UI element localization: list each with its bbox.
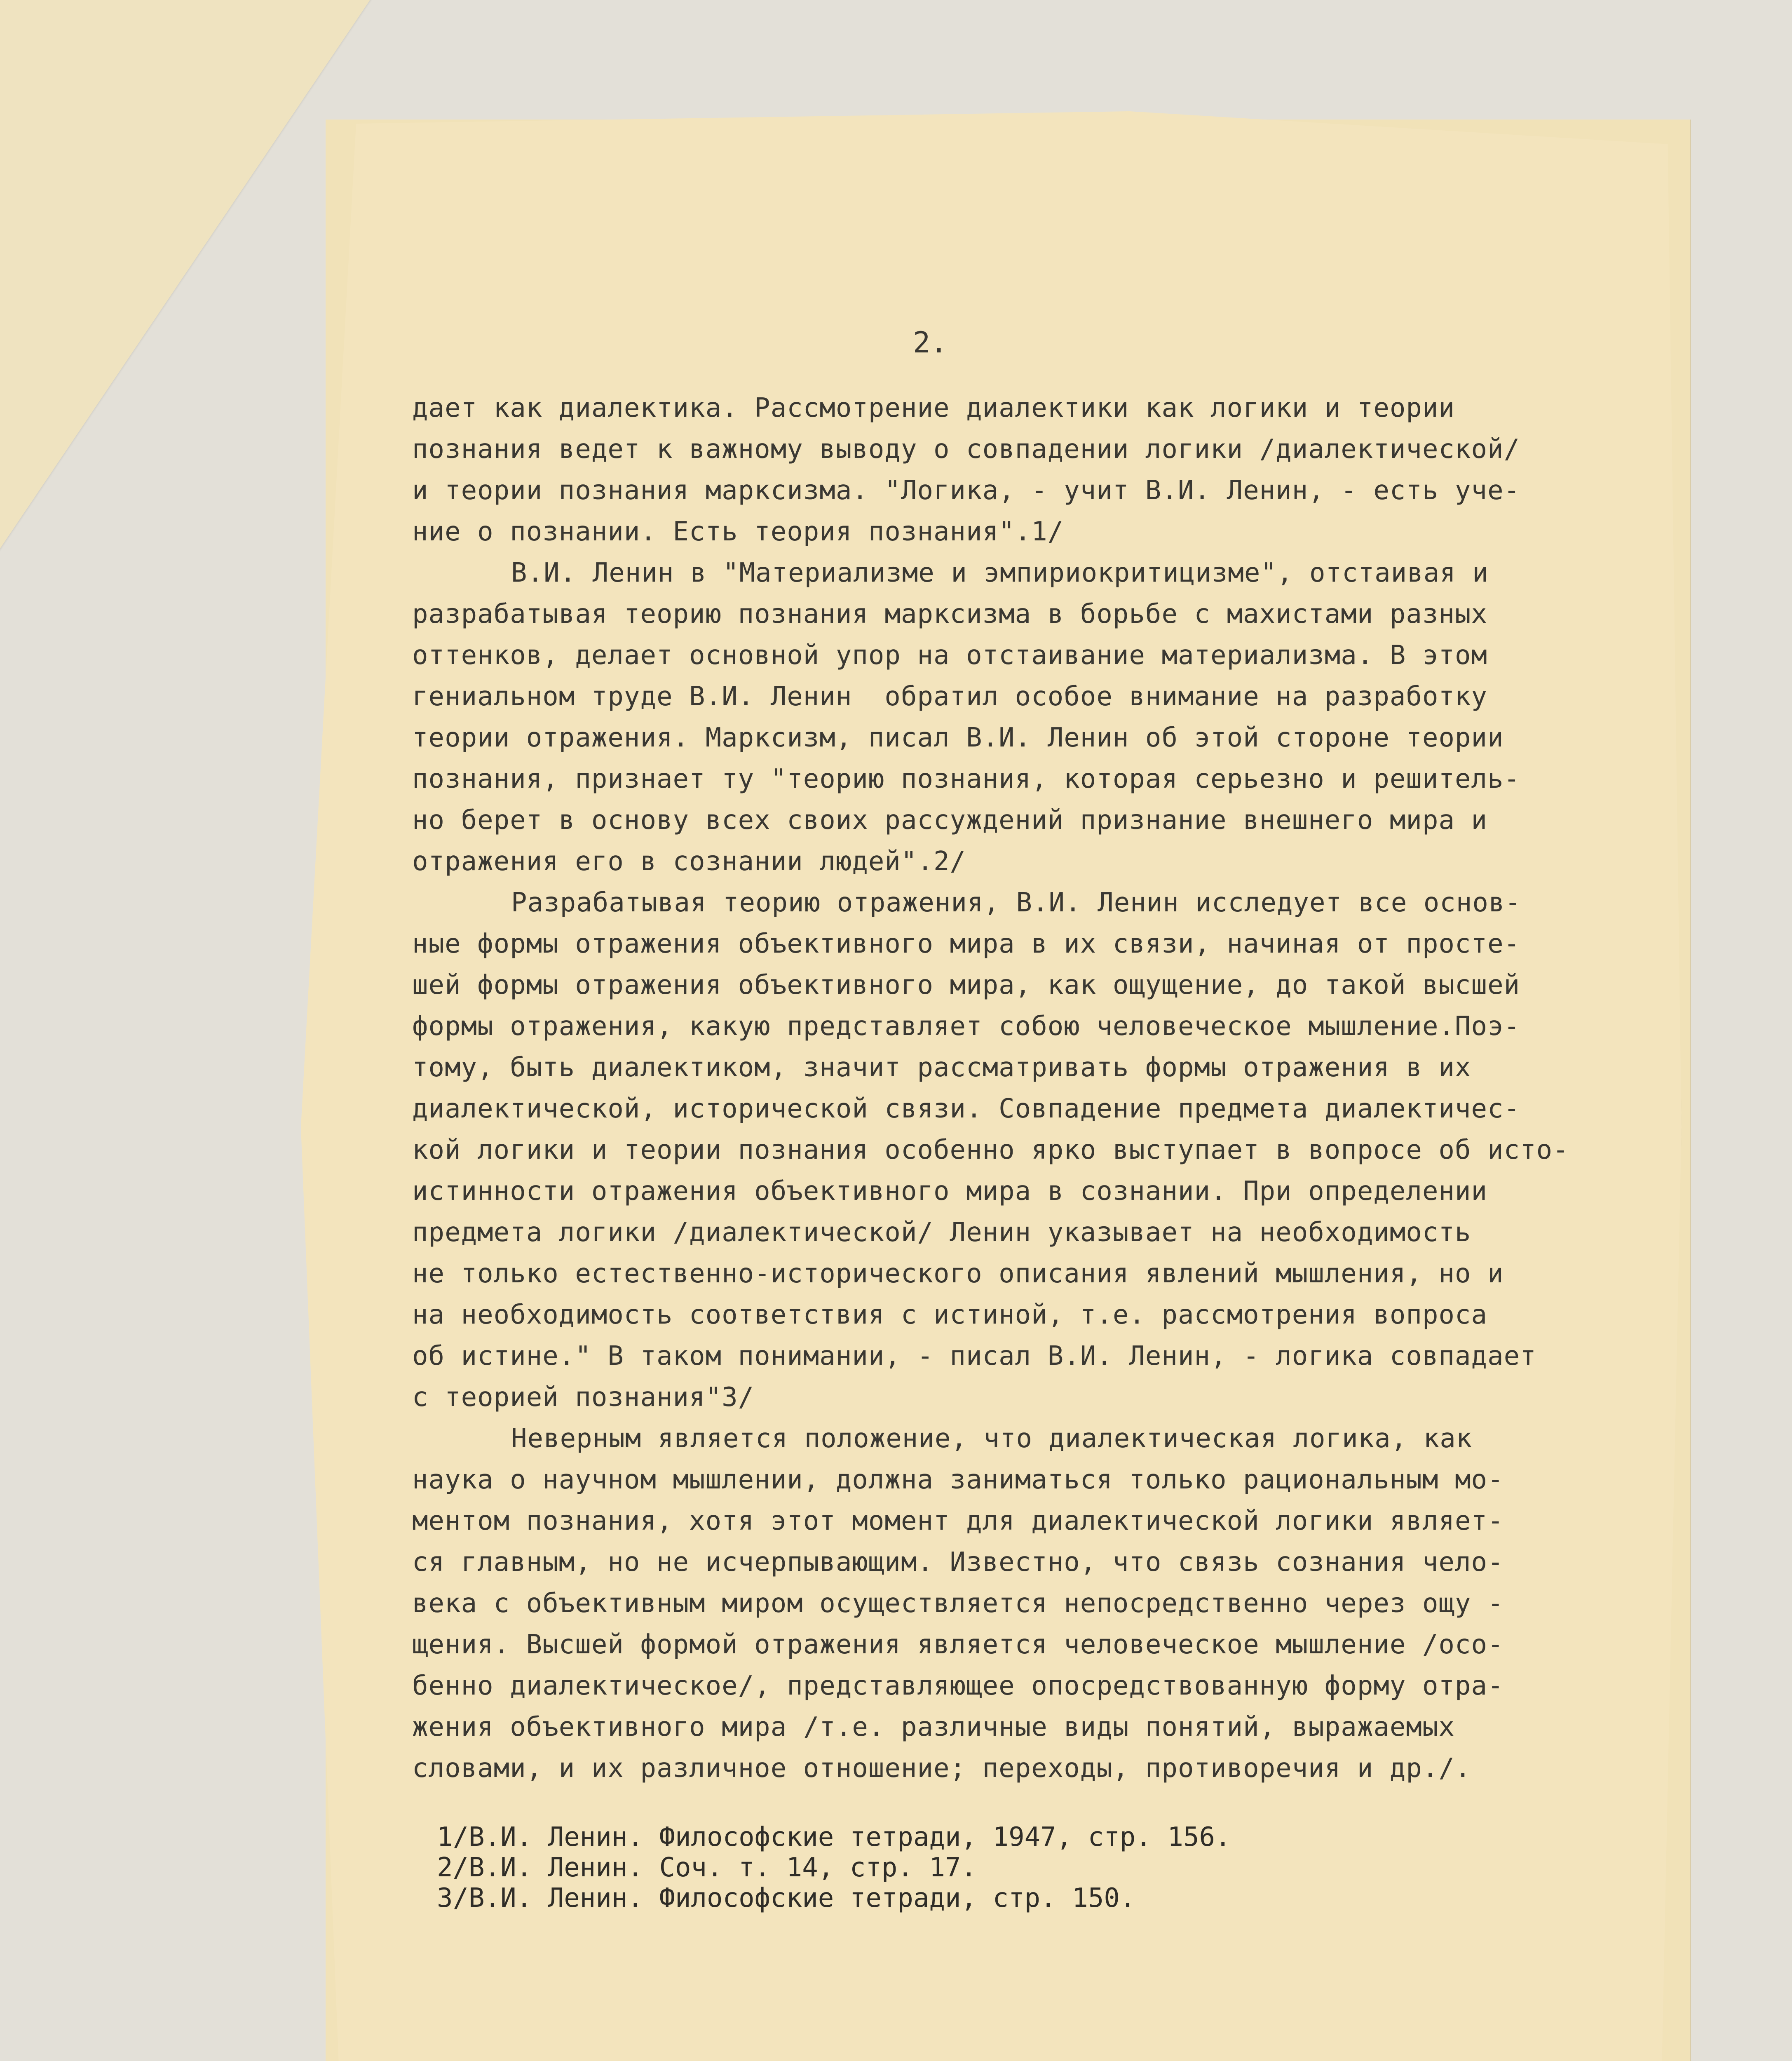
text-line: истинности отражения объективного мира в сознании. При определении xyxy=(412,1176,1488,1207)
text-line: ся главным, но не исчерпывающим. Известно, что связь сознания чело- xyxy=(412,1547,1504,1577)
text-line: но берет в основу всех своих рассуждений признание внешнего мира и xyxy=(412,805,1488,836)
text-line: познания ведет к важному выводу о совпадении логики /диалектической/ xyxy=(412,434,1520,465)
text-line: об истине." В таком понимании, - писал В.И. Ленин, - логика совпадает xyxy=(412,1341,1536,1371)
body-text xyxy=(412,387,1628,1789)
text-line: на необходимость соответствия с истиной, т.е. рассмотрения вопроса xyxy=(412,1300,1488,1330)
text-line: словами, и их различное отношение; переходы, противоречия и др./. xyxy=(412,1753,1471,1784)
footnotes xyxy=(437,1822,1231,1913)
text-line: бенно диалектическое/, представляющее опосредствованную форму отра- xyxy=(412,1671,1504,1701)
text-line: жения объективного мира /т.е. различные виды понятий, выражаемых xyxy=(412,1712,1455,1742)
paragraph xyxy=(412,387,1628,552)
paragraph xyxy=(412,882,1628,1418)
page-number: 2. xyxy=(913,326,948,359)
footnote: 3/В.И. Ленин. Философские тетради, стр. 150. xyxy=(437,1883,1136,1913)
text-line: и теории познания марксизма. "Логика, - учит В.И. Ленин, - есть уче- xyxy=(412,475,1520,506)
text-line: кой логики и теории познания особенно ярко выступает в вопросе об исто- xyxy=(412,1135,1569,1165)
paragraph xyxy=(412,552,1628,882)
text-line: разрабатывая теорию познания марксизма в борьбе с махистами разных xyxy=(412,599,1488,629)
text-line: не только естественно-исторического описания явлений мышления, но и xyxy=(412,1258,1504,1289)
text-line: дает как диалектика. Рассмотрение диалектики как логики и теории xyxy=(412,393,1455,423)
paragraph xyxy=(412,1418,1628,1789)
text-line: В.И. Ленин в "Материализме и эмпириокритицизме", отстаивая и xyxy=(511,558,1489,588)
text-line: формы отражения, какую представляет собою человеческое мышление.Поэ- xyxy=(412,1011,1520,1042)
text-line: века с объективным миром осуществляется непосредственно через ощу - xyxy=(412,1588,1504,1619)
text-line: гениальном труде В.И. Ленин обратил особое внимание на разработку xyxy=(412,681,1488,712)
footnote: 1/В.И. Ленин. Философские тетради, 1947, стр. 156. xyxy=(437,1822,1231,1852)
footnote: 2/В.И. Ленин. Соч. т. 14, стр. 17. xyxy=(437,1852,977,1883)
text-line: Неверным является положение, что диалектическая логика, как xyxy=(511,1423,1473,1454)
text-line: с теорией познания"3/ xyxy=(412,1382,755,1413)
text-line: шей формы отражения объективного мира, как ощущение, до такой высшей xyxy=(412,970,1520,1000)
text-line: отражения его в сознании людей".2/ xyxy=(412,846,966,877)
text-line: диалектической, исторической связи. Совпадение предмета диалектичес- xyxy=(412,1094,1520,1124)
text-line: Разрабатывая теорию отражения, В.И. Ленин исследует все основ- xyxy=(511,887,1521,918)
text-line: предмета логики /диалектической/ Ленин указывает на необходимость xyxy=(412,1217,1471,1248)
text-line: ные формы отражения объективного мира в их связи, начиная от просте- xyxy=(412,929,1520,959)
text-line: ментом познания, хотя этот момент для диалектической логики являет- xyxy=(412,1506,1504,1536)
text-line: тому, быть диалектиком, значит рассматривать формы отражения в их xyxy=(412,1052,1471,1083)
text-line: наука о научном мышлении, должна заниматься только рациональным мо- xyxy=(412,1465,1504,1495)
text-line: оттенков, делает основной упор на отстаивание материализма. В этом xyxy=(412,640,1488,671)
text-line: щения. Высшей формой отражения является человеческое мышление /осо- xyxy=(412,1629,1504,1660)
text-line: ние о познании. Есть теория познания".1/ xyxy=(412,516,1064,547)
text-line: познания, признает ту "теорию познания, которая серьезно и решитель- xyxy=(412,764,1520,794)
text-line: теории отражения. Марксизм, писал В.И. Ленин об этой стороне теории xyxy=(412,723,1504,753)
